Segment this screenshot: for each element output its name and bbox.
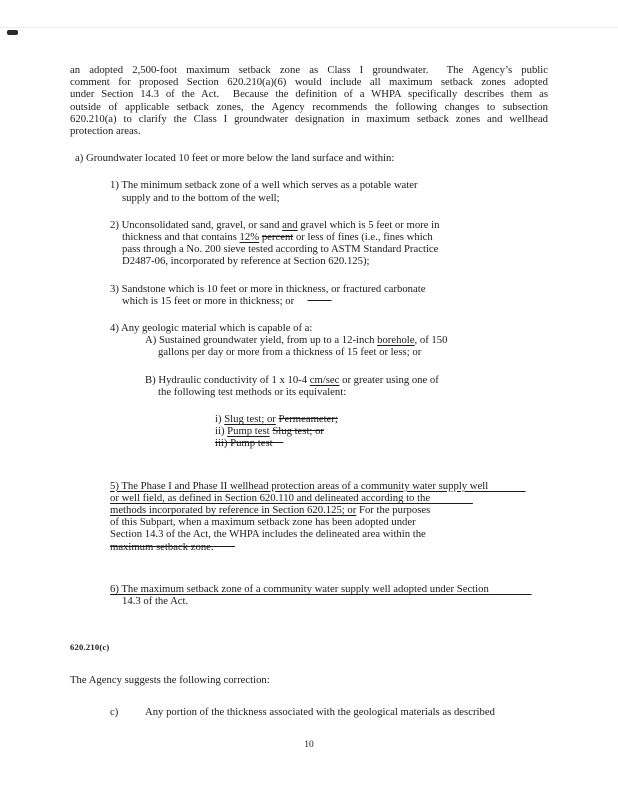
text-line	[70, 480, 548, 492]
struck-text: iii) Pump test	[215, 437, 284, 450]
text-line	[70, 583, 548, 595]
text-line	[70, 152, 548, 164]
text-run: supply and to the bottom of the well;	[122, 191, 280, 204]
struck-text: percent	[261, 231, 294, 244]
text-run	[294, 295, 307, 307]
text-line	[70, 425, 548, 437]
text-line	[70, 88, 548, 100]
text-run: c)	[110, 705, 119, 718]
text-run: or less of fines (i.e., fines which	[293, 231, 433, 244]
text-run: gravel which is 5 feet or more in	[297, 218, 440, 231]
text-line	[70, 322, 548, 334]
inserted-text: or well field, as defined in Section 620.110 and delineated according to the	[110, 491, 431, 504]
text-run: 14.3 of the Act.	[122, 595, 189, 608]
text-line	[70, 528, 548, 540]
page-number: 10	[304, 740, 314, 750]
inserted-text: Slug test; or	[224, 413, 276, 426]
text-line	[70, 192, 548, 204]
text-run: i)	[215, 413, 225, 426]
struck-text	[308, 295, 332, 307]
item-4	[70, 322, 548, 334]
text-line	[70, 219, 548, 231]
item-4A	[70, 334, 548, 358]
text-line	[70, 437, 548, 449]
text-run: , of 150	[414, 334, 448, 347]
struck-text: Permeameter;	[278, 413, 338, 426]
text-run: thickness and that contains	[122, 231, 240, 244]
text-line	[70, 101, 548, 113]
item-6	[70, 583, 548, 607]
text-line	[70, 231, 548, 243]
text-run: Section 14.3 of the Act, the WHPA includes the delineated area within the	[110, 528, 426, 541]
text-run: 3) Sandstone which is 10 feet or more in thickness, or fractured carbonate	[110, 282, 426, 295]
inserted-text	[488, 480, 525, 492]
item-2	[70, 219, 548, 268]
text-line	[70, 76, 548, 88]
struck-text	[214, 541, 235, 553]
text-line	[70, 295, 548, 307]
text-line	[70, 346, 548, 358]
item-1	[70, 179, 548, 203]
text-line	[70, 179, 548, 191]
inserted-text	[489, 583, 532, 595]
text-run: ii)	[215, 425, 228, 438]
text-line	[70, 492, 548, 504]
inserted-text: Pump test	[227, 425, 270, 438]
text-line	[70, 504, 548, 516]
text-run: D2487-06, incorporated by reference at Section 620.125);	[122, 255, 370, 268]
text-line	[70, 595, 548, 607]
text-run: A) Sustained groundwater yield, from up to a 12-inch	[145, 334, 378, 347]
text-line	[70, 386, 548, 398]
text-run: which is 15 feet or more in thickness; or	[122, 294, 295, 307]
text-run: gallons per day or more from a thickness of 15 feet or less; or	[158, 346, 422, 359]
text-run: under Section 14.3 of the Act. Because the definition of a WHPA specifically describes them as	[70, 88, 548, 101]
text-line	[70, 283, 548, 295]
item-a	[70, 152, 548, 164]
scan-artifact	[7, 30, 18, 35]
scan-edge-line	[0, 27, 618, 28]
item-c	[70, 706, 548, 718]
item-5	[70, 480, 548, 553]
text-run: of this Subpart, when a maximum setback zone has been adopted under	[110, 516, 416, 529]
inserted-text: and	[282, 218, 298, 231]
inserted-text: 12%	[239, 231, 260, 244]
item-3	[70, 283, 548, 307]
inserted-text	[430, 492, 473, 504]
text-run: 2) Unconsolidated sand, gravel, or sand	[110, 218, 283, 231]
text-line	[70, 334, 548, 346]
text-line	[70, 64, 548, 76]
text-line	[70, 243, 548, 255]
section-heading	[70, 641, 548, 653]
inserted-text: methods incorporated by reference in Section 620.125; or	[110, 504, 357, 517]
text-line	[70, 255, 548, 267]
document-body	[70, 64, 548, 718]
text-run: protection areas.	[70, 125, 141, 138]
item-4B	[70, 374, 548, 398]
text-run: 620.210(a) to clarify the Class I groundwater designation in maximum setback zones and wellhead	[70, 112, 548, 125]
text-run: a) Groundwater located 10 feet or more below the land surface and within:	[75, 152, 395, 165]
text-line	[70, 674, 548, 686]
struck-text: Slug test; or	[272, 425, 324, 438]
text-line	[70, 516, 548, 528]
text-run: outside of applicable setback zones, the Agency recommends the following changes to subsection	[70, 100, 548, 113]
text-run: 4) Any geologic material which is capable of a:	[110, 322, 313, 335]
text-run: 620.210(c)	[70, 642, 110, 653]
inserted-text: 5) The Phase I and Phase II wellhead protection areas of a community water supply well	[110, 479, 489, 492]
text-line	[70, 413, 548, 425]
text-line	[70, 641, 548, 653]
inserted-text: 6) The maximum setback zone of a community water supply well adopted under Section	[110, 582, 489, 595]
agency-correction-note	[70, 674, 548, 686]
text-run: the following test methods or its equivalent:	[158, 385, 347, 398]
item-4B-tests	[70, 413, 548, 450]
text-line	[70, 113, 548, 125]
text-run: The Agency suggests the following correction:	[70, 673, 270, 686]
text-line	[70, 541, 548, 553]
text-line	[70, 706, 548, 718]
text-run: B) Hydraulic conductivity of 1 x 10-4	[145, 373, 310, 386]
text-run: 1) The minimum setback zone of a well which serves as a potable water	[110, 179, 418, 192]
text-run: Any portion of the thickness associated with the geological materials as described	[145, 705, 495, 718]
text-run: comment for proposed Section 620.210(a)(6) would include all maximum setback zones adopted	[70, 76, 548, 89]
text-run: For the purposes	[356, 504, 431, 517]
text-run: or greater using one of	[339, 373, 439, 386]
inserted-text: borehole	[377, 334, 415, 347]
text-run: pass through a No. 200 sieve tested according to ASTM Standard Practice	[122, 243, 439, 256]
inserted-text: cm/sec	[309, 373, 340, 386]
struck-text: maximum setback zone.	[110, 540, 214, 553]
text-line	[70, 125, 548, 137]
text-line	[70, 374, 548, 386]
intro-paragraph	[70, 64, 548, 137]
text-run: an adopted 2,500-foot maximum setback zone as Class I groundwater. The Agency’s public	[70, 64, 548, 76]
